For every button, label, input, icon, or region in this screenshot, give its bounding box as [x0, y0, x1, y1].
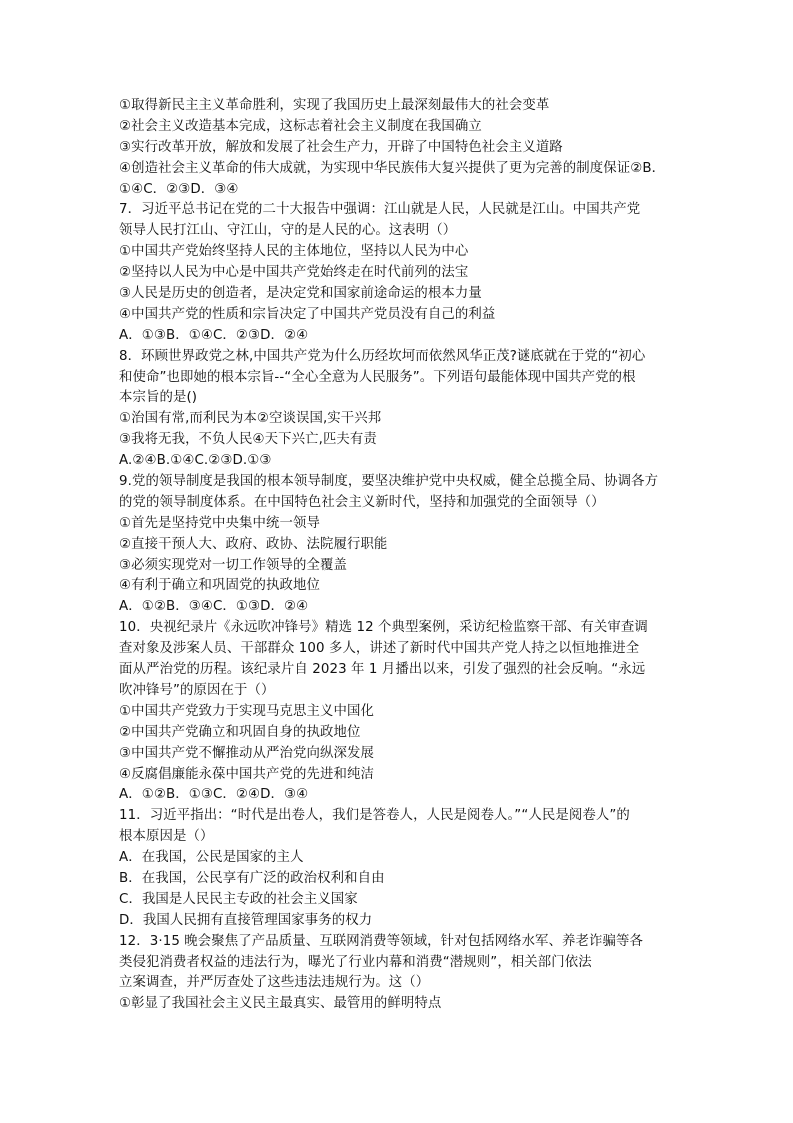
text-line: 和使命”也即她的根本宗旨--“全心全意为人民服务”。下列语句最能体现中国共产党的根 [119, 369, 636, 385]
question-11: 11．习近平指出：“时代是出卷人，我们是答卷人，人民是阅卷人。”“人民是阅卷人”的 [119, 808, 630, 824]
text-line: ④反腐倡廉能永葆中国共产党的先进和纯洁 [119, 766, 374, 782]
text-line: 领导人民打江山、守江山，守的是人民的心。这表明（） [119, 223, 457, 239]
text-line: ③中国共产党不懈推动从严治党向纵深发展 [119, 745, 374, 761]
answer-options: ①④C．②③D．③④ [119, 181, 239, 197]
text-line: ①中国共产党始终坚持人民的主体地位，坚持以人民为中心 [119, 244, 469, 260]
answer-options: A.②④B.①④C.②③D.①③ [119, 453, 272, 469]
text-line: ①彰显了我国社会主义民主最真实、最管用的鲜明特点 [119, 996, 442, 1012]
text-line: 的党的领导制度体系。在中国特色社会主义新时代，坚持和加强党的全面领导（） [119, 494, 605, 510]
question-8: 8．环顾世界政党之林,中国共产党为什么历经坎坷而依然风华正茂?谜底就在于党的“初心 [119, 348, 646, 364]
text-line: ④中国共产党的性质和宗旨决定了中国共产党员没有自己的利益 [119, 306, 496, 322]
text-line: ②直接干预人大、政府、政协、法院履行职能 [119, 536, 388, 552]
text-line: ④创造社会主义革命的伟大成就，为实现中华民族伟大复兴提供了更为完善的制度保证②B． [119, 160, 666, 176]
text-line: 根本原因是（） [119, 829, 214, 845]
text-line: ②坚持以人民为中心是中国共产党始终走在时代前列的法宝 [119, 265, 469, 281]
text-line: ③我将无我，不负人民④天下兴亡,匹夫有责 [119, 432, 377, 448]
answer-option-a: A．在我国，公民是国家的主人 [119, 850, 304, 866]
question-9: 9.党的领导制度是我国的根本领导制度，要坚决维护党中央权威，健全总揽全局、协调各方 [119, 474, 659, 490]
text-line: ③必须实现党对一切工作领导的全覆盖 [119, 557, 347, 573]
text-line: ①中国共产党致力于实现马克思主义中国化 [119, 703, 374, 719]
answer-option-c: C．我国是人民民主专政的社会主义国家 [119, 891, 358, 907]
answer-options: A．①③B．①④C．②③D．②④ [119, 327, 309, 343]
question-text [119, 96, 684, 1015]
text-line: ①首先是坚持党中央集中统一领导 [119, 515, 320, 531]
text-line: 类侵犯消费者权益的违法行为，曝光了行业内幕和消费“潜规则”，相关部门依法 [119, 954, 592, 970]
text-line: 查对象及涉案人员、干部群众 100 多人，讲述了新时代中国共产党人持之以恒地推进全 [119, 641, 640, 657]
text-line: ②中国共产党确立和巩固自身的执政地位 [119, 724, 361, 740]
answer-option-d: D．我国人民拥有直接管理国家事务的权力 [119, 912, 373, 928]
text-line: 立案调查，并严厉查处了这些违法违规行为。这（） [119, 975, 430, 991]
text-line: 面从严治党的历程。该纪录片自 2023 年 1 月播出以来，引发了强烈的社会反响。“永远 [119, 662, 646, 678]
text-line: ①取得新民主主义革命胜利，实现了我国历史上最深刻最伟大的社会变革 [119, 98, 550, 113]
question-12: 12．3·15 晚会聚焦了产品质量、互联网消费等领域，针对包括网络水军、养老诈骗等各 [119, 933, 643, 949]
text-line: ③人民是历史的创造者，是决定党和国家前途命运的根本力量 [119, 286, 482, 302]
answer-options: A．①②B．①③C．②④D．③④ [119, 787, 309, 803]
text-line: ②社会主义改造基本完成，这标志着社会主义制度在我国确立 [119, 118, 482, 134]
answer-option-b: B．在我国，公民享有广泛的政治权利和自由 [119, 870, 385, 886]
text-line: ①治国有常,而利民为本②空谈误国,实干兴邦 [119, 411, 382, 427]
text-line: 本宗旨的是() [119, 390, 198, 406]
text-line: 吹冲锋号”的原因在于（） [119, 682, 275, 698]
text-line: ③实行改革开放，解放和发展了社会生产力，开辟了中国特色社会主义道路 [119, 139, 563, 155]
question-7: 7．习近平总书记在党的二十大报告中强调：江山就是人民，人民就是江山。中国共产党 [119, 202, 641, 218]
text-line: ④有利于确立和巩固党的执政地位 [119, 578, 320, 594]
answer-options: A．①②B．③④C．①③D．②④ [119, 599, 309, 615]
question-10: 10．央视纪录片《永远吹冲锋号》精选 12 个典型案例，采访纪检监察干部、有关审查调 [119, 620, 648, 636]
